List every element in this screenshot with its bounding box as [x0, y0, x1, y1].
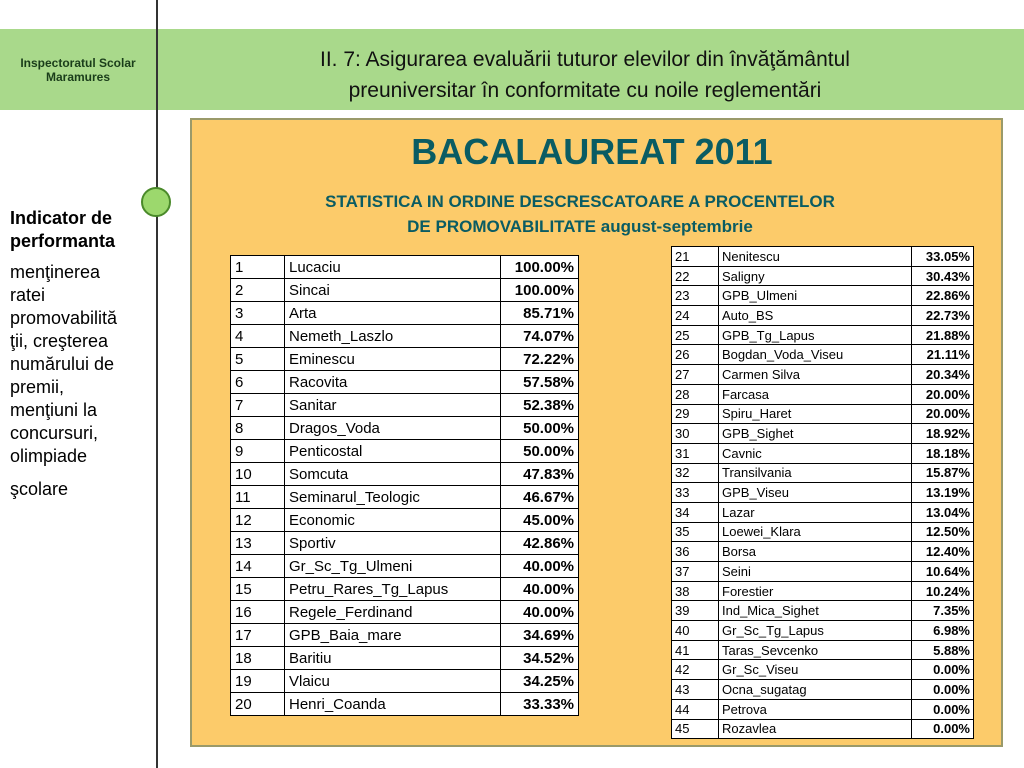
sidebar-body-line: menţiuni la: [10, 400, 98, 420]
percent-cell: 7.35%: [912, 601, 974, 621]
slide-title-line: preuniversitar în conformitate cu noile reglementări: [348, 79, 822, 102]
percent-cell: 0.00%: [912, 680, 974, 700]
table-row: [231, 394, 579, 417]
school-cell: Eminescu: [285, 348, 501, 371]
percent-cell: 74.07%: [501, 325, 579, 348]
table-row: [231, 578, 579, 601]
rank-cell: 4: [231, 325, 285, 348]
rank-cell: 45: [672, 719, 719, 739]
panel-title: BACALAUREAT 2011: [411, 131, 773, 172]
percent-cell: 22.86%: [912, 286, 974, 306]
organization-line: Maramures: [45, 69, 111, 84]
table-row: [672, 247, 974, 267]
rank-cell: 8: [231, 417, 285, 440]
table-row: [672, 306, 974, 326]
percent-cell: 21.88%: [912, 325, 974, 345]
school-cell: GPB_Sighet: [719, 424, 912, 444]
school-cell: Nenitescu: [719, 247, 912, 267]
sidebar-body-line: olimpiade: [10, 446, 88, 466]
table-row: [672, 384, 974, 404]
rank-cell: 34: [672, 502, 719, 522]
panel-subtitle-line: DE PROMOVABILITATE august-septembrie: [407, 217, 753, 236]
rank-cell: 26: [672, 345, 719, 365]
percent-cell: 6.98%: [912, 621, 974, 641]
percent-cell: 40.00%: [501, 578, 579, 601]
ranking-table-right: [671, 246, 974, 739]
rank-cell: 37: [672, 562, 719, 582]
table-row: [672, 325, 974, 345]
percent-cell: 5.88%: [912, 640, 974, 660]
school-cell: Loewei_Klara: [719, 522, 912, 542]
table-row: [231, 302, 579, 325]
rank-cell: 15: [231, 578, 285, 601]
sidebar-heading: Indicator de performanta: [10, 208, 116, 251]
percent-cell: 12.40%: [912, 542, 974, 562]
school-cell: GPB_Baia_mare: [285, 624, 501, 647]
school-cell: GPB_Ulmeni: [719, 286, 912, 306]
sidebar-body-line: concursuri,: [10, 423, 99, 443]
rank-cell: 10: [231, 463, 285, 486]
rank-cell: 40: [672, 621, 719, 641]
school-cell: Gr_Sc_Tg_Lapus: [719, 621, 912, 641]
table-row: [231, 532, 579, 555]
school-cell: Ind_Mica_Sighet: [719, 601, 912, 621]
table-row: [231, 279, 579, 302]
percent-cell: 33.05%: [912, 247, 974, 267]
school-cell: GPB_Tg_Lapus: [719, 325, 912, 345]
percent-cell: 85.71%: [501, 302, 579, 325]
percent-cell: 10.64%: [912, 562, 974, 582]
percent-cell: 18.18%: [912, 443, 974, 463]
school-cell: Carmen Silva: [719, 365, 912, 385]
percent-cell: 47.83%: [501, 463, 579, 486]
rank-cell: 29: [672, 404, 719, 424]
rank-cell: 31: [672, 443, 719, 463]
school-cell: Lucaciu: [285, 256, 501, 279]
school-cell: Vlaicu: [285, 670, 501, 693]
sidebar-body: [10, 261, 155, 501]
table-row: [672, 640, 974, 660]
table-row: [672, 483, 974, 503]
school-cell: Arta: [285, 302, 501, 325]
percent-cell: 15.87%: [912, 463, 974, 483]
school-cell: Penticostal: [285, 440, 501, 463]
percent-cell: 42.86%: [501, 532, 579, 555]
rank-cell: 22: [672, 266, 719, 286]
table-row: [231, 624, 579, 647]
sidebar-body-line: ţii, creşterea: [10, 331, 109, 351]
rank-cell: 44: [672, 699, 719, 719]
organization-label: [0, 29, 156, 110]
table-row: [672, 680, 974, 700]
school-cell: Dragos_Voda: [285, 417, 501, 440]
percent-cell: 34.25%: [501, 670, 579, 693]
rank-cell: 13: [231, 532, 285, 555]
percent-cell: 0.00%: [912, 719, 974, 739]
percent-cell: 33.33%: [501, 693, 579, 716]
rank-cell: 19: [231, 670, 285, 693]
school-cell: Baritiu: [285, 647, 501, 670]
percent-cell: 72.22%: [501, 348, 579, 371]
school-cell: Somcuta: [285, 463, 501, 486]
percent-cell: 45.00%: [501, 509, 579, 532]
rank-cell: 38: [672, 581, 719, 601]
percent-cell: 50.00%: [501, 417, 579, 440]
school-cell: Spiru_Haret: [719, 404, 912, 424]
rank-cell: 14: [231, 555, 285, 578]
percent-cell: 46.67%: [501, 486, 579, 509]
rank-cell: 16: [231, 601, 285, 624]
table-row: [231, 325, 579, 348]
table-row: [231, 371, 579, 394]
rank-cell: 41: [672, 640, 719, 660]
table-row: [672, 719, 974, 739]
sidebar-body-line: premii,: [10, 377, 65, 397]
vertical-divider: [156, 0, 158, 768]
school-cell: GPB_Viseu: [719, 483, 912, 503]
organization-line: Inspectoratul Scolar: [20, 55, 136, 70]
school-cell: Rozavlea: [719, 719, 912, 739]
table-row: [231, 601, 579, 624]
rank-cell: 18: [231, 647, 285, 670]
percent-cell: 0.00%: [912, 699, 974, 719]
sidebar-body-line: ratei: [10, 285, 46, 305]
rank-cell: 24: [672, 306, 719, 326]
school-cell: Gr_Sc_Viseu: [719, 660, 912, 680]
percent-cell: 21.11%: [912, 345, 974, 365]
school-cell: Borsa: [719, 542, 912, 562]
rank-cell: 35: [672, 522, 719, 542]
percent-cell: 13.19%: [912, 483, 974, 503]
percent-cell: 20.00%: [912, 404, 974, 424]
table-row: [231, 440, 579, 463]
percent-cell: 22.73%: [912, 306, 974, 326]
school-cell: Taras_Sevcenko: [719, 640, 912, 660]
table-row: [672, 699, 974, 719]
school-cell: Cavnic: [719, 443, 912, 463]
sidebar: [10, 207, 155, 501]
school-cell: Saligny: [719, 266, 912, 286]
percent-cell: 13.04%: [912, 502, 974, 522]
sidebar-body-line: promovabilită: [10, 308, 118, 328]
rank-cell: 25: [672, 325, 719, 345]
slide-title: [205, 44, 965, 106]
percent-cell: 50.00%: [501, 440, 579, 463]
rank-cell: 27: [672, 365, 719, 385]
rank-cell: 6: [231, 371, 285, 394]
school-cell: Sincai: [285, 279, 501, 302]
percent-cell: 100.00%: [501, 279, 579, 302]
school-cell: Gr_Sc_Tg_Ulmeni: [285, 555, 501, 578]
table-row: [231, 417, 579, 440]
table-row: [672, 345, 974, 365]
sidebar-body-line: menţinerea: [10, 262, 101, 282]
rank-cell: 12: [231, 509, 285, 532]
school-cell: Forestier: [719, 581, 912, 601]
table-row: [231, 256, 579, 279]
school-cell: Transilvania: [719, 463, 912, 483]
rank-cell: 11: [231, 486, 285, 509]
rank-cell: 3: [231, 302, 285, 325]
table-row: [672, 542, 974, 562]
table-row: [672, 660, 974, 680]
rank-cell: 28: [672, 384, 719, 404]
rank-cell: 30: [672, 424, 719, 444]
rank-cell: 36: [672, 542, 719, 562]
table-row: [231, 647, 579, 670]
percent-cell: 34.69%: [501, 624, 579, 647]
rank-cell: 39: [672, 601, 719, 621]
table-row: [672, 365, 974, 385]
table-row: [672, 601, 974, 621]
percent-cell: 12.50%: [912, 522, 974, 542]
rank-cell: 9: [231, 440, 285, 463]
school-cell: Henri_Coanda: [285, 693, 501, 716]
table-row: [672, 562, 974, 582]
rank-cell: 1: [231, 256, 285, 279]
school-cell: Farcasa: [719, 384, 912, 404]
table-row: [231, 670, 579, 693]
sidebar-body-line: şcolare: [10, 479, 69, 499]
table-row: [231, 555, 579, 578]
table-row: [231, 463, 579, 486]
percent-cell: 20.34%: [912, 365, 974, 385]
school-cell: Ocna_sugatag: [719, 680, 912, 700]
rank-cell: 23: [672, 286, 719, 306]
school-cell: Lazar: [719, 502, 912, 522]
table-row: [231, 693, 579, 716]
percent-cell: 40.00%: [501, 601, 579, 624]
percent-cell: 18.92%: [912, 424, 974, 444]
school-cell: Bogdan_Voda_Viseu: [719, 345, 912, 365]
table-row: [672, 443, 974, 463]
rank-cell: 42: [672, 660, 719, 680]
rank-cell: 17: [231, 624, 285, 647]
school-cell: Economic: [285, 509, 501, 532]
table-row: [672, 581, 974, 601]
table-row: [231, 348, 579, 371]
school-cell: Petrova: [719, 699, 912, 719]
table-row: [672, 522, 974, 542]
school-cell: Nemeth_Laszlo: [285, 325, 501, 348]
slide-title-line: II. 7: Asigurarea evaluării tuturor elevilor din învăţământul: [320, 48, 850, 71]
table-row: [672, 404, 974, 424]
school-cell: Petru_Rares_Tg_Lapus: [285, 578, 501, 601]
school-cell: Seminarul_Teologic: [285, 486, 501, 509]
table-row: [672, 266, 974, 286]
rank-cell: 5: [231, 348, 285, 371]
rank-cell: 32: [672, 463, 719, 483]
table-row: [672, 286, 974, 306]
rank-cell: 7: [231, 394, 285, 417]
school-cell: Racovita: [285, 371, 501, 394]
table-row: [231, 486, 579, 509]
percent-cell: 30.43%: [912, 266, 974, 286]
table-row: [672, 424, 974, 444]
rank-cell: 21: [672, 247, 719, 267]
school-cell: Seini: [719, 562, 912, 582]
table-row: [672, 621, 974, 641]
percent-cell: 0.00%: [912, 660, 974, 680]
school-cell: Sanitar: [285, 394, 501, 417]
school-cell: Sportiv: [285, 532, 501, 555]
percent-cell: 40.00%: [501, 555, 579, 578]
table-row: [672, 502, 974, 522]
percent-cell: 52.38%: [501, 394, 579, 417]
percent-cell: 10.24%: [912, 581, 974, 601]
panel-subtitle-line: STATISTICA IN ORDINE DESCRESCATOARE A PROCENTELOR: [325, 192, 835, 211]
percent-cell: 57.58%: [501, 371, 579, 394]
ranking-table-left: [230, 255, 579, 716]
sidebar-body-line: numărului de: [10, 354, 115, 374]
table-row: [672, 463, 974, 483]
panel-subtitle: [230, 189, 930, 239]
table-row: [231, 509, 579, 532]
percent-cell: 34.52%: [501, 647, 579, 670]
school-cell: Regele_Ferdinand: [285, 601, 501, 624]
rank-cell: 43: [672, 680, 719, 700]
school-cell: Auto_BS: [719, 306, 912, 326]
percent-cell: 20.00%: [912, 384, 974, 404]
rank-cell: 20: [231, 693, 285, 716]
rank-cell: 33: [672, 483, 719, 503]
percent-cell: 100.00%: [501, 256, 579, 279]
rank-cell: 2: [231, 279, 285, 302]
